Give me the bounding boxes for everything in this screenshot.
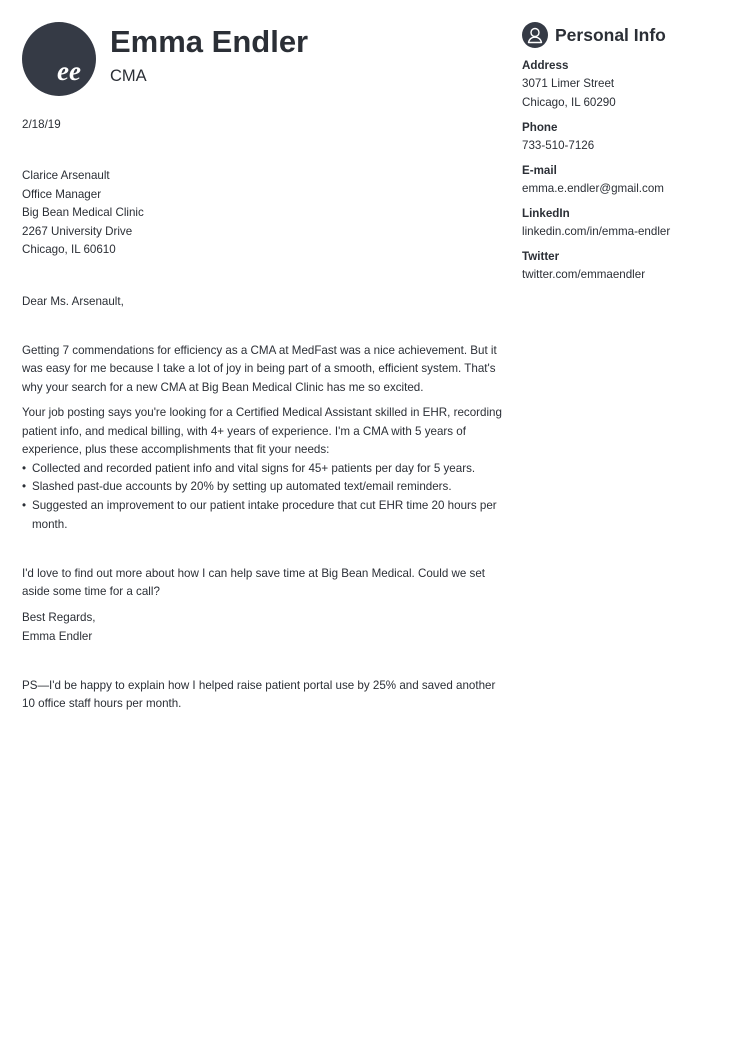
user-icon	[522, 22, 548, 48]
twitter-label: Twitter	[522, 250, 560, 263]
phone-value: 733-510-7126	[522, 139, 595, 152]
list-item: • Slashed past-due accounts by 20% by setting up automated text/email reminders.	[22, 478, 502, 497]
list-item: • Collected and recorded patient info and vital signs for 45+ patients per day for 5 years.	[22, 460, 502, 479]
paragraph-qualifications-text: Your job posting says you're looking for a Certified Medical Assistant skilled in EHR, recording patient info, and medical billing, with 4+ years of experience. I'm a CMA with 5 years of experience, plus these accomplishments that fit your needs:	[22, 406, 502, 457]
address-line2: Chicago, IL 60290	[522, 96, 616, 109]
email-value[interactable]: emma.e.endler@gmail.com	[522, 182, 664, 195]
twitter-value[interactable]: twitter.com/emmaendler	[522, 268, 646, 281]
letter-date: 2/18/19	[22, 118, 61, 131]
recipient-street: 2267 University Drive	[22, 224, 133, 238]
email-label: E-mail	[522, 164, 557, 177]
recipient-city: Chicago, IL 60610	[22, 243, 116, 257]
applicant-name: Emma Endler	[110, 24, 309, 59]
postscript: PS—I'd be happy to explain how I helped raise patient portal use by 25% and saved another 10 office staff hours per month.	[22, 678, 496, 711]
closing: Best Regards,	[22, 611, 96, 624]
accomplishments-list	[22, 460, 502, 534]
phone-label: Phone	[522, 121, 558, 134]
monogram-text: ee	[57, 56, 81, 86]
recipient-name: Clarice Arsenault	[22, 169, 110, 182]
list-item: • Suggested an improvement to our patient intake procedure that cut EHR time 20 hours per month.	[22, 497, 502, 534]
address-label: Address	[522, 59, 569, 72]
personal-info-header	[522, 22, 722, 50]
monogram-avatar	[22, 22, 96, 96]
paragraph-intro: Getting 7 commendations for efficiency as a CMA at MedFast was a nice achievement. But it was easy for me because I take a lot of joy in being part of a smooth, efficient system. That's why your search for a new CMA at Big Bean Medical Clinic has me so excited.	[22, 343, 497, 394]
recipient-title: Office Manager	[22, 187, 102, 201]
address-line1: 3071 Limer Street	[522, 77, 615, 90]
applicant-title: CMA	[110, 67, 147, 85]
personal-info-sidebar	[522, 22, 722, 281]
linkedin-value[interactable]: linkedin.com/in/emma-endler	[522, 225, 671, 238]
closing-block	[22, 609, 502, 646]
paragraph-call-to-action: I'd love to find out more about how I can help save time at Big Bean Medical. Could we set aside some time for a call?	[22, 566, 486, 599]
salutation: Dear Ms. Arsenault,	[22, 295, 124, 308]
recipient-company: Big Bean Medical Clinic	[22, 206, 144, 220]
linkedin-label: LinkedIn	[522, 207, 570, 220]
recipient-block	[22, 167, 502, 260]
paragraph-qualifications	[22, 404, 502, 534]
sidebar-title: Personal Info	[555, 25, 666, 45]
signature: Emma Endler	[22, 629, 93, 643]
